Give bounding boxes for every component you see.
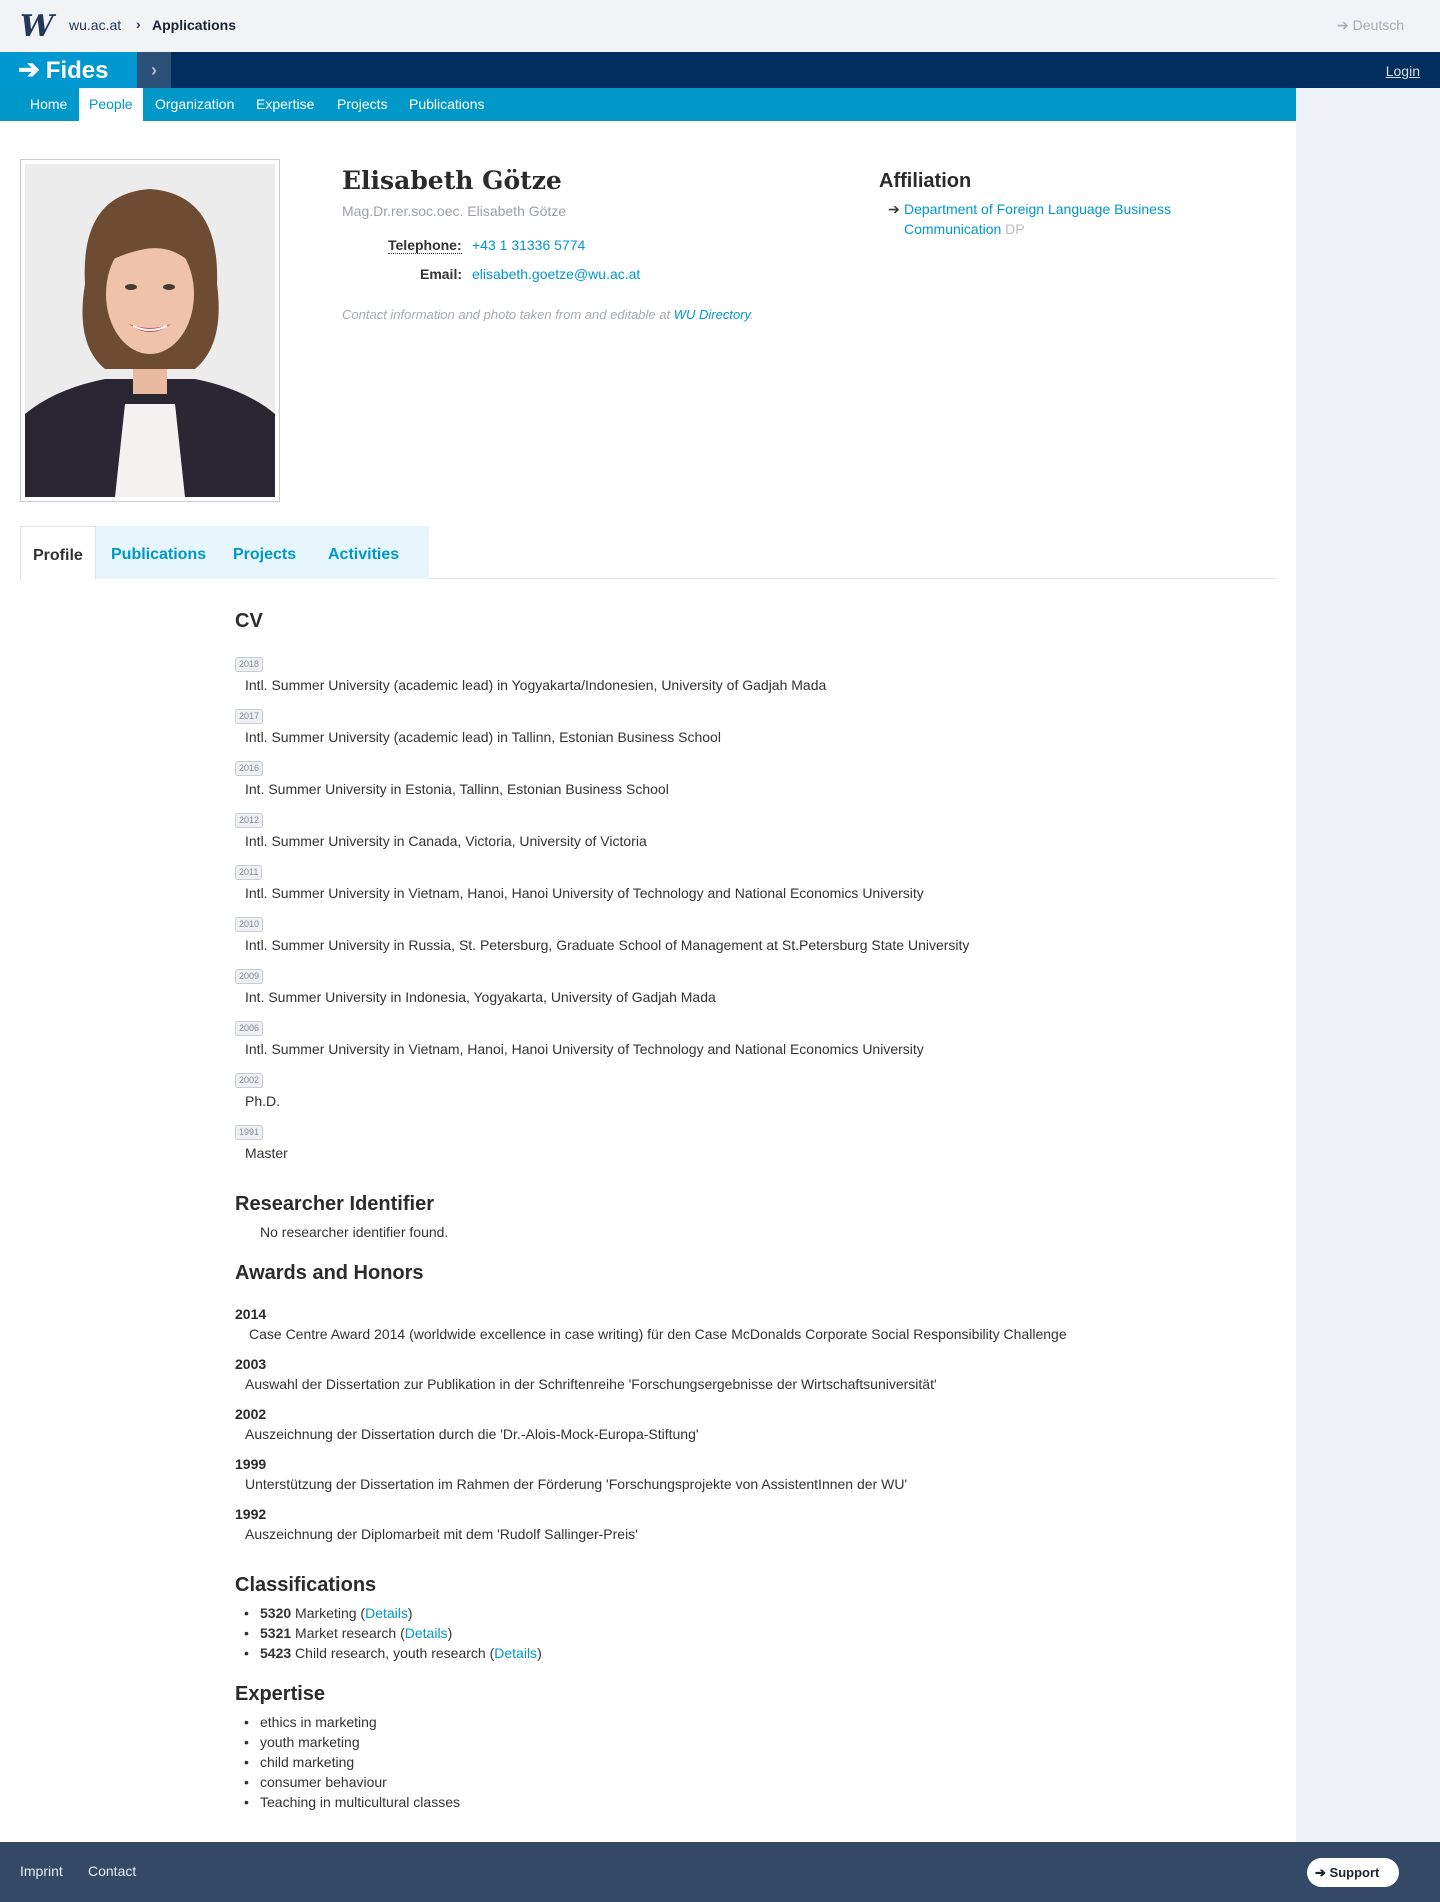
login-link[interactable]: Login: [1385, 63, 1420, 79]
classification-item: • 5320 Marketing (Details): [260, 1605, 413, 1621]
main-nav: [0, 88, 1296, 121]
award-text: Auswahl der Dissertation zur Publikation in der Schriftenreihe 'Forschungsergebnisse der Wirtschaftsuniversität': [245, 1376, 937, 1392]
award-year: 2002: [235, 1406, 267, 1422]
wu-logo[interactable]: W: [20, 9, 48, 44]
arrow-right-icon: ➔: [1315, 1865, 1326, 1880]
cv-year-badge: 1991: [235, 1125, 263, 1140]
cv-entry: Int. Summer University in Estonia, Tallinn, Estonian Business School: [245, 781, 669, 797]
researcher-text: No researcher identifier found.: [260, 1224, 449, 1240]
cv-entry: Ph.D.: [245, 1093, 281, 1109]
arrow-right-icon: ➔: [18, 54, 40, 84]
cv-year-badge: 2006: [235, 1021, 263, 1036]
expertise-item: • youth marketing: [260, 1734, 360, 1750]
classification-code: 5320: [260, 1605, 292, 1621]
profile-title: Mag.Dr.rer.soc.oec. Elisabeth Götze: [342, 203, 567, 219]
portrait-illustration: [25, 164, 275, 497]
contact-link[interactable]: Contact: [88, 1863, 137, 1879]
cv-entry: Intl. Summer University in Vietnam, Hanoi, Hanoi University of Technology and National Economics University: [245, 1041, 924, 1057]
expertise-item: • child marketing: [260, 1754, 354, 1770]
fides-bar: [0, 52, 1440, 88]
cv-entry: Intl. Summer University in Vietnam, Hanoi, Hanoi University of Technology and National Economics University: [245, 885, 924, 901]
profile-photo: [20, 159, 280, 502]
cv-year-badge: 2009: [235, 969, 263, 984]
award-text: Unterstützung der Dissertation im Rahmen der Förderung 'Forschungsprojekte von AssistentInnen der WU': [245, 1476, 908, 1492]
award-year: 2003: [235, 1356, 267, 1372]
cv-heading: CV: [235, 610, 263, 632]
cv-entry: Intl. Summer University in Canada, Victoria, University of Victoria: [245, 833, 647, 849]
cv-year-badge: 2010: [235, 917, 263, 932]
classification-code: 5423: [260, 1645, 292, 1661]
award-text: Auszeichnung der Dissertation durch die 'Dr.-Alois-Mock-Europa-Stiftung': [245, 1426, 699, 1442]
award-text: Auszeichnung der Diplomarbeit mit dem 'Rudolf Sallinger-Preis': [245, 1526, 638, 1542]
fides-brand[interactable]: [0, 52, 137, 88]
wu-directory-link[interactable]: WU Directory: [673, 307, 751, 322]
email-link[interactable]: elisabeth.goetze@wu.ac.at: [472, 266, 641, 282]
cv-entry: Master: [245, 1145, 288, 1161]
nav-expertise[interactable]: Expertise: [256, 96, 315, 112]
cv-year-badge: 2017: [235, 709, 263, 724]
breadcrumb-applications[interactable]: Applications: [152, 17, 237, 33]
award-text: Case Centre Award 2014 (worldwide excellence in case writing) für den Case McDonalds Corporate Social Responsibility Challenge: [249, 1326, 1067, 1342]
chevron-right-icon[interactable]: ›: [137, 52, 171, 88]
award-year: 2014: [235, 1306, 267, 1322]
arrow-right-icon: ➔: [888, 201, 900, 217]
classification-name: Market research: [295, 1625, 397, 1641]
wu-site-link[interactable]: wu.ac.at: [69, 17, 122, 33]
language-label: Deutsch: [1352, 17, 1404, 33]
fides-brand-label: Fides: [45, 57, 109, 84]
expertise-item: • Teaching in multicultural classes: [260, 1794, 460, 1810]
department-tag: DP: [1005, 221, 1025, 237]
telephone-label: Telephone:: [388, 237, 462, 253]
cv-year-badge: 2012: [235, 813, 263, 828]
details-link[interactable]: Details: [365, 1605, 408, 1621]
email-label: Email:: [419, 266, 462, 282]
nav-people[interactable]: People: [79, 88, 143, 121]
arrow-right-icon: ➔: [1337, 17, 1349, 33]
support-button[interactable]: [1307, 1858, 1399, 1887]
cv-year-badge: 2011: [235, 865, 262, 880]
awards-heading: Awards and Honors: [235, 1262, 424, 1284]
language-switch[interactable]: [1337, 17, 1404, 34]
award-year: 1992: [235, 1506, 267, 1522]
top-bar: [0, 0, 1440, 52]
tab-publications[interactable]: Publications: [96, 526, 220, 579]
tab-projects[interactable]: Projects: [220, 526, 314, 579]
details-link[interactable]: Details: [404, 1625, 448, 1641]
directory-note-end: .: [750, 307, 754, 322]
affiliation-item: [888, 199, 1234, 239]
cv-entry: Intl. Summer University (academic lead) in Tallinn, Estonian Business School: [245, 729, 721, 745]
directory-note-text: Contact information and photo taken from and editable at: [342, 307, 671, 322]
classification-code: 5321: [260, 1625, 292, 1641]
footer: [0, 1842, 1440, 1902]
imprint-link[interactable]: Imprint: [20, 1863, 63, 1879]
affiliation-title: Affiliation: [879, 170, 972, 192]
portrait: [25, 164, 275, 497]
classification-name: Child research, youth research: [295, 1645, 486, 1661]
classifications-heading: Classifications: [235, 1574, 377, 1596]
cv-year-badge: 2002: [235, 1073, 263, 1088]
nav-projects[interactable]: Projects: [337, 96, 388, 112]
expertise-item: • consumer behaviour: [260, 1774, 387, 1790]
nav-home[interactable]: Home: [30, 96, 68, 112]
cv-entry: Int. Summer University in Indonesia, Yogyakarta, University of Gadjah Mada: [245, 989, 716, 1005]
classification-item: • 5321 Market research (Details): [260, 1625, 452, 1641]
award-year: 1999: [235, 1456, 267, 1472]
classification-item: • 5423 Child research, youth research (Details): [260, 1645, 542, 1661]
profile-name: Elisabeth Götze: [342, 166, 562, 195]
chevron-right-icon: ›: [136, 16, 141, 32]
cv-entry: Intl. Summer University (academic lead) in Yogyakarta/Indonesien, University of Gadjah Mada: [245, 677, 827, 693]
directory-note: [342, 307, 754, 322]
cv-year-badge: 2016: [235, 761, 263, 776]
tab-activities[interactable]: Activities: [314, 526, 429, 579]
nav-publications[interactable]: Publications: [409, 96, 485, 112]
details-link[interactable]: Details: [494, 1645, 538, 1661]
cv-year-badge: 2018: [235, 657, 263, 672]
profile-tabs: [20, 526, 1276, 579]
tab-profile[interactable]: Profile: [20, 526, 96, 580]
right-sidebar: [1296, 88, 1440, 1842]
support-label: Support: [1329, 1865, 1380, 1880]
department-link[interactable]: Department of Foreign Language Business Communication: [904, 201, 1171, 237]
classification-name: Marketing: [295, 1605, 357, 1621]
nav-organization[interactable]: Organization: [155, 96, 235, 112]
researcher-heading: Researcher Identifier: [235, 1193, 434, 1215]
telephone-link[interactable]: +43 1 31336 5774: [472, 237, 586, 253]
expertise-heading: Expertise: [235, 1683, 326, 1705]
expertise-item: • ethics in marketing: [260, 1714, 377, 1730]
cv-entry: Intl. Summer University in Russia, St. Petersburg, Graduate School of Management at St.Petersburg State University: [245, 937, 970, 953]
